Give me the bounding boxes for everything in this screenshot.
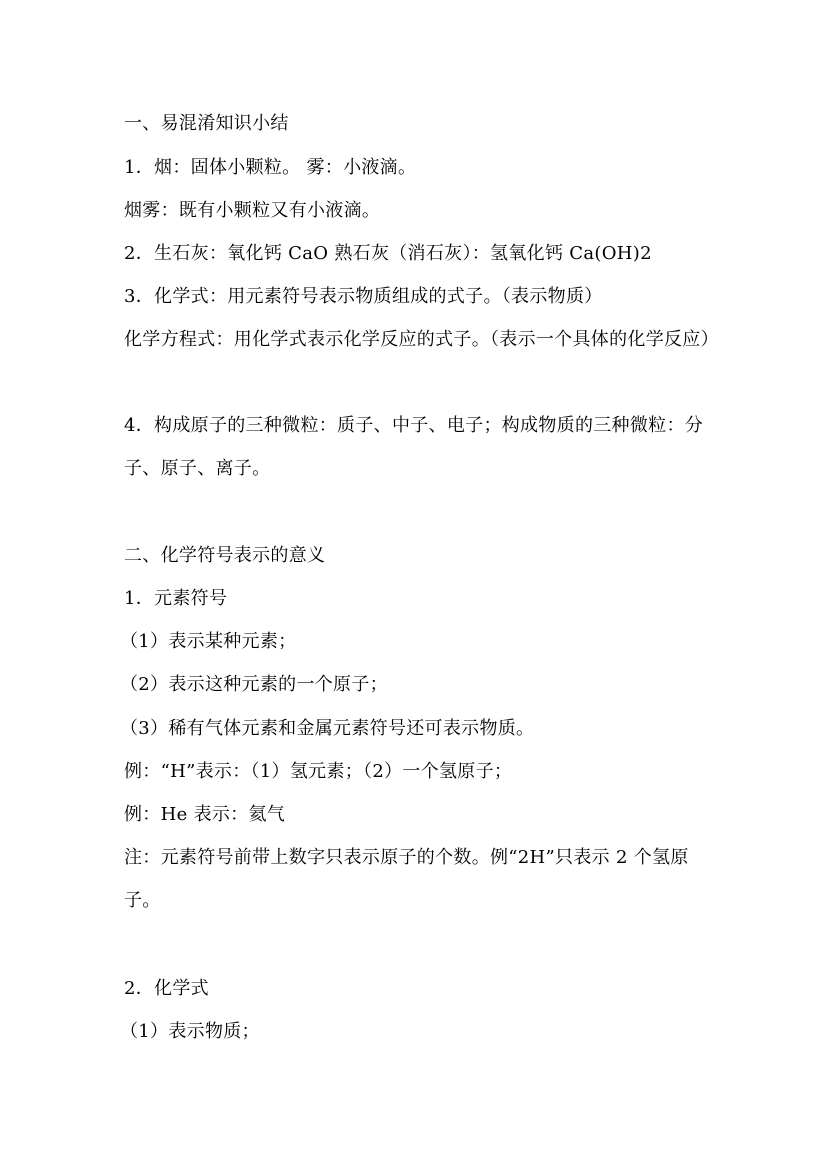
paragraph-line: 2．化学式: [124, 978, 209, 999]
paragraph-line: 3．化学式：用元素符号表示物质组成的式子。（表示物质）: [124, 286, 603, 307]
paragraph-line: 例：“H”表示：（1）氢元素；（2）一个氢原子；: [124, 761, 513, 782]
paragraph-line: 例：He 表示：氦气: [124, 804, 286, 825]
paragraph-line: 化学方程式：用化学式表示化学反应的式子。（表示一个具体的化学反应）: [124, 329, 719, 350]
paragraph-line: 4．构成原子的三种微粒：质子、中子、电子；构成物质的三种微粒：分子、原子、离子。: [124, 415, 704, 479]
paragraph-line: 注：元素符号前带上数字只表示原子的个数。例“2H”只表示 2 个氢原子。: [124, 847, 689, 911]
paragraph-line: 1．烟：固体小颗粒。 雾：小液滴。: [124, 157, 417, 178]
paragraph-line: 2．生石灰：氧化钙 CaO 熟石灰（消石灰）：氢氧化钙 Ca(OH)2: [124, 243, 652, 264]
paragraph-line: （2）表示这种元素的一个原子；: [120, 674, 388, 695]
paragraph-line: （1）表示某种元素；: [120, 631, 297, 652]
section-heading-1: 一、易混淆知识小结: [124, 113, 289, 134]
section-heading-2: 二、化学符号表示的意义: [124, 545, 326, 566]
paragraph-line: 烟雾：既有小颗粒又有小液滴。: [124, 200, 381, 221]
paragraph-line: （1）表示物质；: [120, 1021, 260, 1042]
paragraph-line: 1．元素符号: [124, 588, 228, 609]
paragraph-line: （3）稀有气体元素和金属元素符号还可表示物质。: [120, 718, 535, 739]
